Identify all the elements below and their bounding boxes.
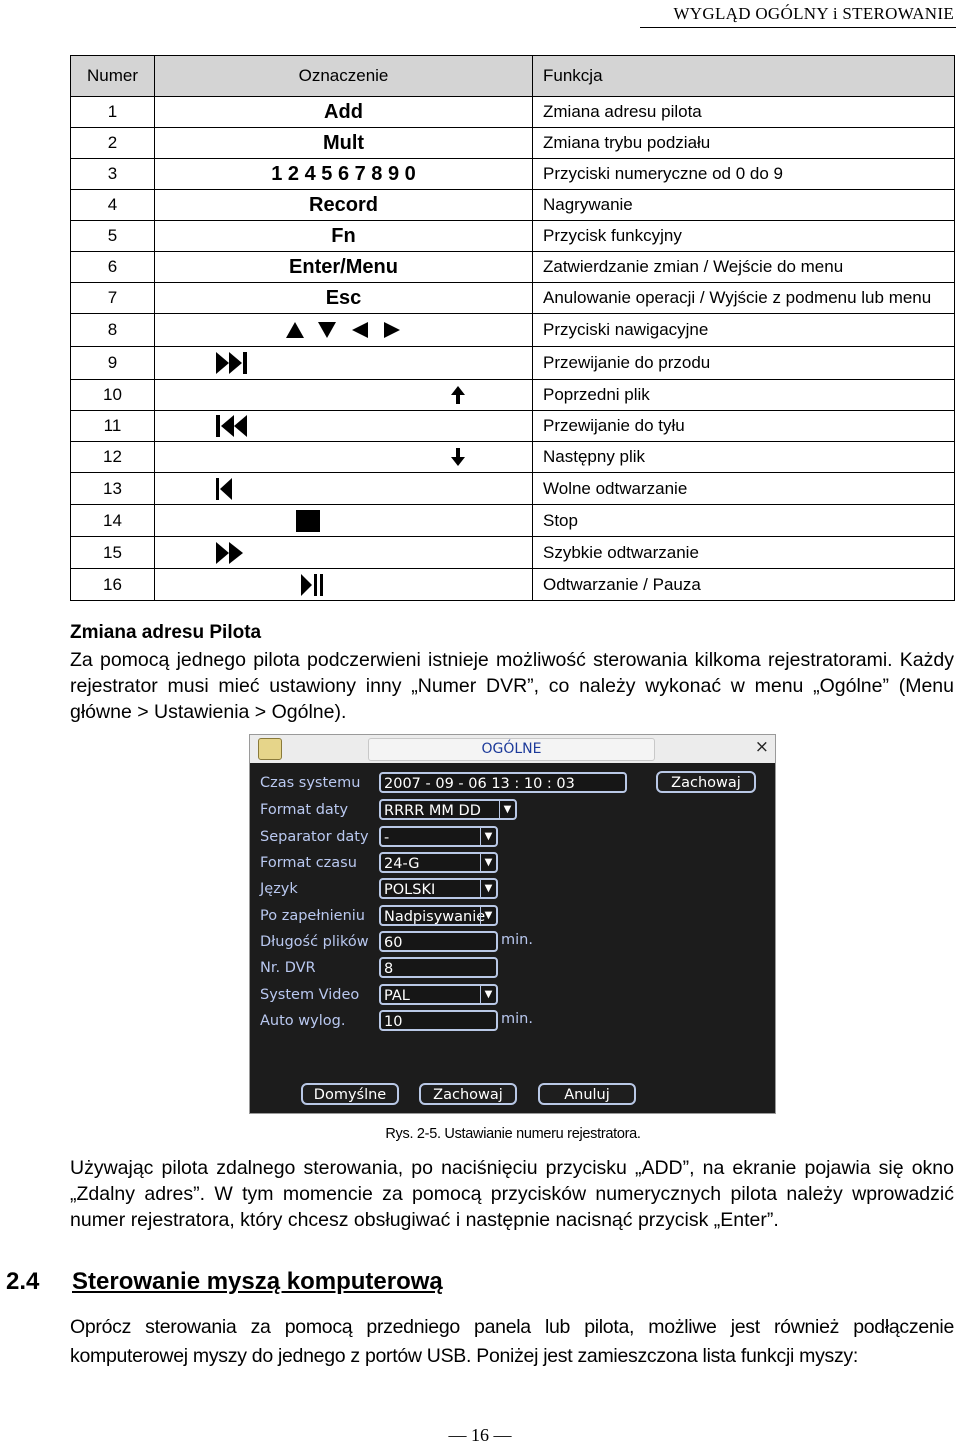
paragraph-mouse-control: Oprócz sterowania za pomocą przedniego panela lub pilota, możliwe jest również podłączenie komputerowej myszy do jednego z portów USB. Poniżej jest zamieszczona lista funkcji myszy: xyxy=(70,1316,954,1367)
chevron-down-icon: ▼ xyxy=(480,986,496,1003)
play-pause-icon xyxy=(300,573,324,597)
row-number: 16 xyxy=(71,569,155,601)
file-length-field[interactable]: 60 xyxy=(379,931,498,952)
table-row xyxy=(71,283,955,314)
row-label: Mult xyxy=(155,128,533,159)
date-format-select[interactable]: RRRR MM DD ▼ xyxy=(379,799,517,820)
save-time-button[interactable]: Zachowaj xyxy=(656,771,756,793)
chevron-down-icon: ▼ xyxy=(499,801,515,818)
running-header: WYGLĄD OGÓLNY i STEROWANIE xyxy=(673,4,954,23)
language-select[interactable]: POLSKI ▼ xyxy=(379,878,498,899)
table-row xyxy=(71,380,955,411)
label-when-full: Po zapełnieniu xyxy=(260,908,365,924)
up-arrow-icon xyxy=(450,385,466,405)
video-system-select[interactable]: PAL ▼ xyxy=(379,984,498,1005)
auto-logout-unit: min. xyxy=(501,1011,533,1027)
row-function: Przewijanie do przodu xyxy=(533,347,955,380)
page-number: — 16 — xyxy=(448,1425,512,1445)
row-function: Szybkie odtwarzanie xyxy=(533,537,955,569)
row-number: 13 xyxy=(71,473,155,505)
table-row xyxy=(71,159,955,190)
row-function: Nagrywanie xyxy=(533,190,955,221)
dvr-window-title: OGÓLNE xyxy=(368,738,655,761)
label-date-format: Format daty xyxy=(260,802,349,818)
table-row xyxy=(71,347,955,380)
chapter-title: Sterowanie myszą komputerową xyxy=(72,1268,443,1295)
row-function: Stop xyxy=(533,505,955,537)
table-row xyxy=(71,569,955,601)
time-format-select[interactable]: 24-G ▼ xyxy=(379,852,498,873)
table-row xyxy=(71,97,955,128)
table-row xyxy=(71,442,955,473)
row-function: Zmiana adresu pilota xyxy=(533,97,955,128)
figure-caption: Rys. 2-5. Ustawianie numeru rejestratora. xyxy=(385,1126,641,1142)
row-label: Add xyxy=(155,97,533,128)
settings-app-icon xyxy=(258,738,282,760)
row-number: 8 xyxy=(71,314,155,347)
table-row xyxy=(71,314,955,347)
row-function: Zatwierdzanie zmian / Wejście do menu xyxy=(533,252,955,283)
header-label: Oznaczenie xyxy=(155,56,533,97)
row-function: Odtwarzanie / Pauza xyxy=(533,569,955,601)
down-arrow-icon xyxy=(450,447,466,467)
row-label: Fn xyxy=(155,221,533,252)
save-button[interactable]: Zachowaj xyxy=(419,1083,517,1105)
header-function: Funkcja xyxy=(533,56,955,97)
row-function: Następny plik xyxy=(533,442,955,473)
row-function: Poprzedni plik xyxy=(533,380,955,411)
row-function: Wolne odtwarzanie xyxy=(533,473,955,505)
label-video-system: System Video xyxy=(260,987,360,1003)
label-auto-logout: Auto wylog. xyxy=(260,1013,346,1029)
fast-forward-end-icon xyxy=(215,351,249,375)
cancel-button[interactable]: Anuluj xyxy=(538,1083,636,1105)
label-time-format: Format czasu xyxy=(260,855,357,871)
row-number: 12 xyxy=(71,442,155,473)
label-file-length: Długość plików xyxy=(260,934,369,950)
row-number: 5 xyxy=(71,221,155,252)
row-function: Przyciski numeryczne od 0 do 9 xyxy=(533,159,955,190)
dvr-general-settings-screenshot xyxy=(249,734,776,1114)
row-number: 14 xyxy=(71,505,155,537)
row-label: Record xyxy=(155,190,533,221)
row-number: 9 xyxy=(71,347,155,380)
table-row xyxy=(71,473,955,505)
chevron-down-icon: ▼ xyxy=(480,907,496,924)
paragraph-add-button: Używając pilota zdalnego sterowania, po naciśnięciu przycisku „ADD”, na ekranie pojawia się okno „Zdalny adres”. W tym momencie za pomocą przycisków numerycznych pilota należy wprowadzić numer rejestratora, który chcesz obsługiwać i następnie nacisnąć przycisk „Enter”. xyxy=(70,1157,954,1231)
label-dvr-number: Nr. DVR xyxy=(260,960,316,976)
table-row xyxy=(71,128,955,159)
header-rule xyxy=(640,27,956,28)
date-separator-select[interactable]: - ▼ xyxy=(379,826,498,847)
stop-icon xyxy=(295,509,321,533)
table-row xyxy=(71,252,955,283)
system-time-field[interactable]: 2007 - 09 - 06 13 : 10 : 03 xyxy=(379,772,627,793)
chevron-down-icon: ▼ xyxy=(480,828,496,845)
row-function: Przycisk funkcyjny xyxy=(533,221,955,252)
arrows-icon xyxy=(284,319,404,341)
header-number: Numer xyxy=(71,56,155,97)
row-number: 15 xyxy=(71,537,155,569)
row-label: 1 2 4 5 6 7 8 9 0 xyxy=(155,159,533,190)
table-row xyxy=(71,190,955,221)
row-function: Przewijanie do tyłu xyxy=(533,411,955,442)
row-function: Anulowanie operacji / Wyjście z podmenu lub menu xyxy=(533,283,955,314)
row-number: 3 xyxy=(71,159,155,190)
table-header-row xyxy=(71,56,955,97)
row-function: Przyciski nawigacyjne xyxy=(533,314,955,347)
row-number: 6 xyxy=(71,252,155,283)
row-function: Zmiana trybu podziału xyxy=(533,128,955,159)
slow-play-icon xyxy=(215,477,235,501)
table-row xyxy=(71,537,955,569)
row-label: Enter/Menu xyxy=(155,252,533,283)
table-row xyxy=(71,411,955,442)
row-number: 4 xyxy=(71,190,155,221)
label-system-time: Czas systemu xyxy=(260,775,361,791)
row-label: Esc xyxy=(155,283,533,314)
chevron-down-icon: ▼ xyxy=(480,880,496,897)
row-number: 2 xyxy=(71,128,155,159)
section-title: Zmiana adresu Pilota xyxy=(70,622,262,643)
auto-logout-field[interactable]: 10 xyxy=(379,1010,498,1031)
row-number: 1 xyxy=(71,97,155,128)
when-full-select[interactable]: Nadpisywanie ▼ xyxy=(379,905,498,926)
label-language: Język xyxy=(260,881,298,897)
table-row xyxy=(71,505,955,537)
rewind-start-icon xyxy=(215,414,249,438)
chevron-down-icon: ▼ xyxy=(480,854,496,871)
default-button[interactable]: Domyślne xyxy=(301,1083,399,1105)
dvr-titlebar xyxy=(250,735,775,763)
paragraph-remote-address: Za pomocą jednego pilota podczerwieni istnieje możliwość sterowania kilkoma rejestratorami. Każdy rejestrator musi mieć ustawiony inny „Numer DVR”, co należy wykonać w menu „Ogólne” (Menu główne > Ustawienia > Ogólne). xyxy=(70,649,954,723)
dvr-number-field[interactable]: 8 xyxy=(379,957,498,978)
file-length-unit: min. xyxy=(501,932,533,948)
table-row xyxy=(71,221,955,252)
remote-keys-table xyxy=(70,55,955,601)
fast-play-icon xyxy=(215,541,245,565)
label-date-separator: Separator daty xyxy=(260,829,369,845)
row-number: 7 xyxy=(71,283,155,314)
close-icon[interactable]: × xyxy=(754,737,769,757)
row-number: 11 xyxy=(71,411,155,442)
row-number: 10 xyxy=(71,380,155,411)
chapter-number: 2.4 xyxy=(6,1268,40,1295)
